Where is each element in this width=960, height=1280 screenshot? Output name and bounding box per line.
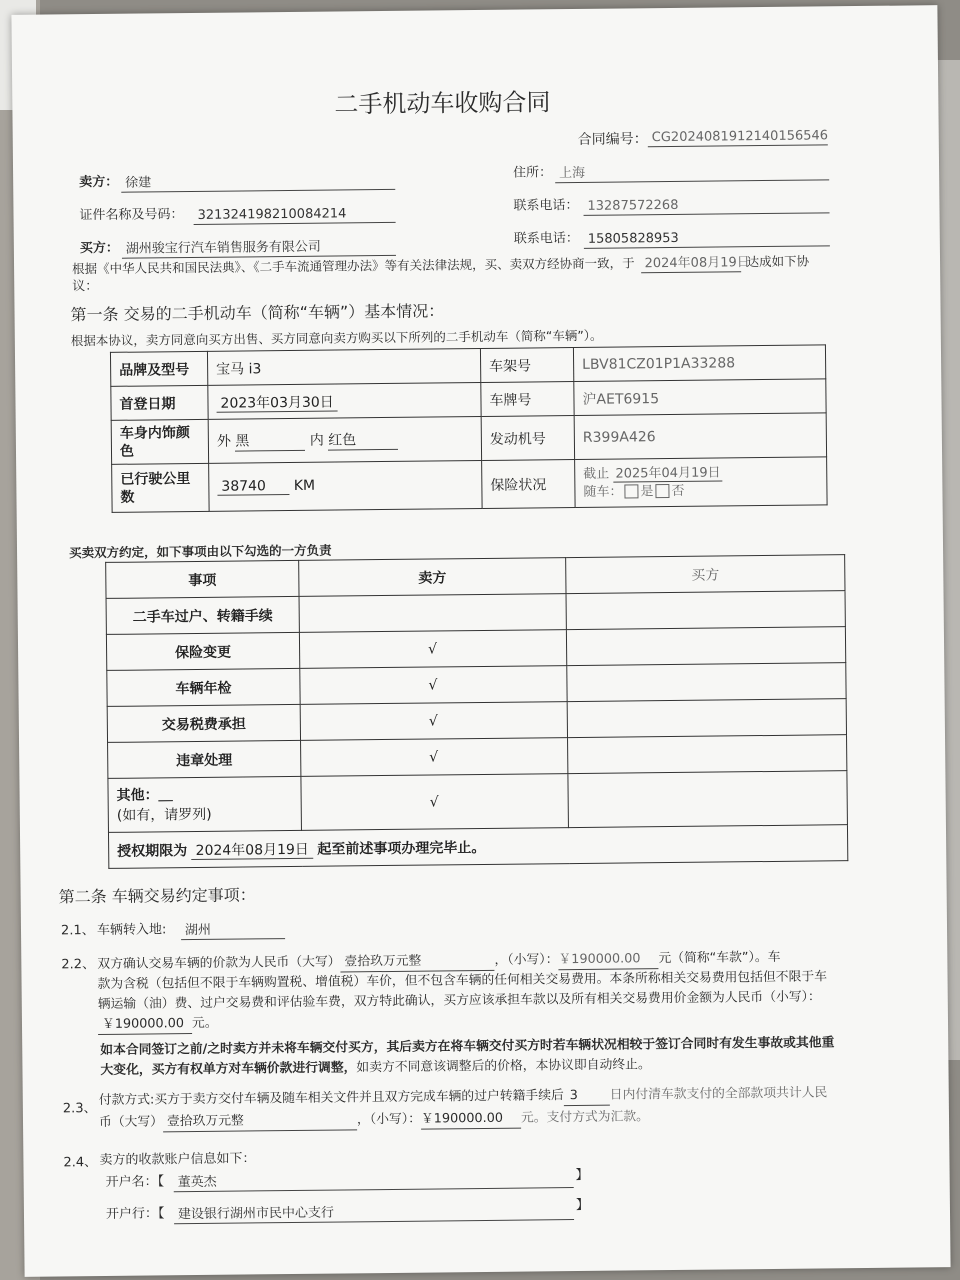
engine-label: 发动机号: [481, 416, 574, 461]
auth-date: 2024年08月19日: [192, 841, 313, 859]
duty-table: [105, 554, 848, 869]
auth-label: 授权期限为: [117, 842, 188, 860]
buyer-phone: 15805828953: [584, 229, 830, 249]
payment-days: 3: [564, 1087, 610, 1106]
intro-text-a: 根据《中华人民共和国民法典》、《二手车流通管理办法》等有关法律法规，买、卖双方经协商一致，于: [72, 255, 635, 277]
mileage-label: 已行驶公里数: [112, 463, 209, 512]
brand-label: 品牌及型号: [110, 351, 207, 386]
seller-name: 徐建: [121, 173, 395, 193]
duty-seller-mark: √: [300, 702, 567, 741]
account-bank-label: 开户行：【: [105, 1206, 165, 1222]
yes-checkbox[interactable]: [624, 484, 638, 498]
account-bank-close: 】: [575, 1197, 590, 1214]
clause-2-1-label: 车辆转入地:: [96, 922, 167, 939]
authorization-cell: [108, 825, 847, 869]
duty-seller-mark: √: [300, 666, 567, 705]
account-name-value: 董英杰: [174, 1171, 574, 1192]
insurance-with-car-row: [583, 481, 818, 501]
duty-seller-mark: √: [301, 738, 568, 777]
clause-2-2-no: 2.2、: [61, 957, 96, 973]
seller-id-number: 321324198210084214: [193, 206, 395, 225]
duty-other-buyer-mark: [568, 771, 848, 828]
auth-tail: 起至前述事项办理完毕止。: [317, 839, 486, 858]
clause-2-3-line-2: [99, 1108, 649, 1133]
clause-2-4-label: 卖方的收款账户信息如下：: [99, 1151, 256, 1169]
color-label: 车身内饰颜色: [111, 419, 208, 464]
section-2-title: 第二条 车辆交易约定事项：: [58, 885, 256, 907]
buyer-name: 湖州骏宝行汽车销售服务有限公司: [122, 239, 396, 259]
contract-page: [11, 5, 950, 1277]
clause-2-2-line-4: [98, 1015, 218, 1035]
duty-header-buyer: 买方: [566, 555, 845, 594]
buyer-label: 买方：: [79, 240, 119, 257]
total-amount: ￥190000.00: [98, 1015, 192, 1035]
clause-2-3-text-e: ，（小写）：: [356, 1111, 422, 1128]
clause-2-3-text-a: 付款方式:买方于卖方交付车辆及随车相关文件并且双方完成车辆的过户转籍手续后: [98, 1088, 564, 1109]
price-upper: 壹拾玖万元整: [340, 952, 494, 973]
reg-date-cell: [208, 382, 481, 419]
clause-2-2-line-3: 辆运输（油）费、过户交易费和评估验车费，双方特此确认，买方应该承担车款以及所有相关交易费用价金额为人民币（小写）：: [97, 989, 821, 1013]
clause-2-2-text-b: ，（小写）：: [494, 952, 559, 968]
duty-row-other: [108, 771, 848, 833]
duty-seller-mark: [299, 594, 566, 633]
duty-item: 保险变更: [106, 632, 299, 670]
interior-label: 内: [309, 432, 324, 449]
price-lower: ￥190000.00: [558, 950, 658, 970]
payment-upper: 壹拾玖万元整: [163, 1111, 357, 1132]
reg-date-label: 首登日期: [111, 385, 208, 420]
total-yuan: 元。: [191, 1015, 218, 1032]
duty-other-seller-mark: √: [301, 774, 569, 831]
color-cell: [208, 416, 481, 463]
vehicle-row-mileage: [112, 457, 827, 512]
mileage-value: 38740: [217, 478, 289, 496]
intro-line-2: 议：: [72, 278, 99, 295]
clause-2-2-bold-2a: 大变化，买方有权单方对车辆价款进行调整，: [100, 1060, 357, 1079]
vin-label: 车架号: [480, 348, 573, 383]
clause-2-2-text-a: 双方确认交易车辆的价款为人民币（大写）: [97, 954, 341, 973]
clause-2-2-bold-2: [100, 1056, 650, 1080]
insurance-label: 保险状况: [482, 460, 575, 509]
duty-auth-row: [108, 825, 847, 869]
vin-value: LBV81CZ01P1A33288: [573, 345, 825, 382]
account-name-close: 】: [575, 1167, 589, 1184]
insurance-until-label: 截止: [583, 466, 610, 482]
plate-value: 沪AET6915: [574, 379, 826, 416]
mileage-cell: [209, 460, 482, 511]
no-label: 否: [671, 483, 685, 499]
clause-2-1-no: 2.1、: [60, 923, 95, 939]
account-name-label: 开户名：【: [105, 1174, 165, 1190]
duty-buyer-mark: [568, 735, 847, 774]
duty-item: 交易税费承担: [107, 704, 300, 742]
exterior-label: 外: [216, 433, 231, 450]
clause-2-3-no: 2.3、: [62, 1101, 97, 1117]
seller-phone-label: 联系电话：: [513, 197, 579, 214]
section-1-intro: 根据本协议，卖方同意向买方出售、买方同意向卖方购买以下所列的二手机动车（简称“车辆”）。: [70, 327, 603, 349]
duty-buyer-mark: [567, 663, 846, 702]
clause-2-2-text-c: 元（简称“车款”）。车: [658, 949, 781, 967]
intro-text-b: 达成如下协: [746, 253, 810, 270]
account-bank-value: 建设银行湖州市民中心支行: [174, 1203, 574, 1224]
duty-buyer-mark: [567, 699, 846, 738]
duty-item: 二手车过户、转籍手续: [106, 596, 299, 634]
with-car-label: 随车：: [583, 484, 623, 500]
insurance-until-date: 2025年04月19日: [613, 465, 722, 482]
section-1-title: 第一条 交易的二手机动车（简称“车辆”）基本情况：: [70, 301, 445, 325]
clause-2-3-text-b: 日内付清车款: [609, 1086, 687, 1103]
engine-value: R399A426: [574, 413, 826, 460]
no-checkbox[interactable]: [655, 484, 669, 498]
yes-label: 是: [640, 483, 654, 499]
clause-2-3-line-1: [99, 1084, 828, 1111]
duty-buyer-mark: [566, 627, 845, 666]
duty-header-item: 事项: [106, 560, 299, 598]
duty-intro: 买卖双方约定，如下事项由以下勾选的一方负责: [68, 542, 332, 561]
duty-item: 违章处理: [108, 740, 301, 778]
duty-header-seller: 卖方: [299, 558, 566, 597]
clause-2-2-bold-2b: 如卖方不同意该调整后的价格，本协议即自动终止。: [356, 1057, 651, 1076]
reg-date-value: 2023年03月30日: [216, 394, 337, 412]
mileage-unit: KM: [293, 477, 316, 494]
clause-2-3-text-f: 元。支付方式为汇款。: [520, 1109, 650, 1126]
clause-2-3-text-c: 支付的全部款项共计人民: [686, 1085, 828, 1102]
duty-item: 车辆年检: [107, 668, 300, 706]
contract-title: 二手机动车收购合同: [334, 88, 551, 119]
destination-value: 湖州: [181, 922, 285, 940]
duty-buyer-mark: [566, 591, 845, 630]
contract-number-label: 合同编号：: [577, 131, 648, 148]
clause-2-2-line-2: 款为含税（包括但不限于车辆购置税、增值税）车价，但不包含车辆的任何相关交易费用。本条所称相关交易费用包括但不限于车: [97, 969, 828, 993]
clause-2-3-text-d: 币（大写）: [98, 1114, 164, 1131]
buyer-phone-label: 联系电话：: [513, 230, 579, 247]
id-label: 证件名称及号码：: [79, 207, 184, 224]
duty-seller-mark: √: [299, 630, 566, 669]
interior-color: 红色: [328, 429, 398, 451]
clause-2-2-bold-1: 如本合同签订之前/之时卖方并未将车辆交付买方，其后卖方在将车辆交付买方时若车辆状况相较于签订合同时有发生事故或其他重: [100, 1035, 835, 1059]
vehicle-row-color: [111, 413, 826, 464]
plate-label: 车牌号: [481, 382, 574, 417]
duty-other-label: 其他：＿: [116, 786, 173, 804]
address-label: 住所：: [513, 165, 553, 181]
duty-other-cell: [108, 776, 302, 832]
seller-label: 卖方：: [79, 174, 119, 191]
duty-other-note: (如有，请罗列): [116, 806, 212, 824]
contract-number: CG2024081912140156546: [648, 128, 828, 147]
insurance-cell: [575, 457, 827, 508]
payment-lower: ￥190000.00: [421, 1110, 521, 1130]
vehicle-info-table: [110, 344, 828, 512]
clause-2-4-no: 2.4、: [63, 1155, 98, 1171]
exterior-color: 黑: [235, 430, 305, 452]
intro-date: 2024年08月19日: [640, 255, 740, 273]
seller-address: 上海: [555, 163, 829, 183]
seller-phone: 13287572268: [583, 196, 829, 216]
brand-value: 宝马 i3: [207, 348, 480, 385]
